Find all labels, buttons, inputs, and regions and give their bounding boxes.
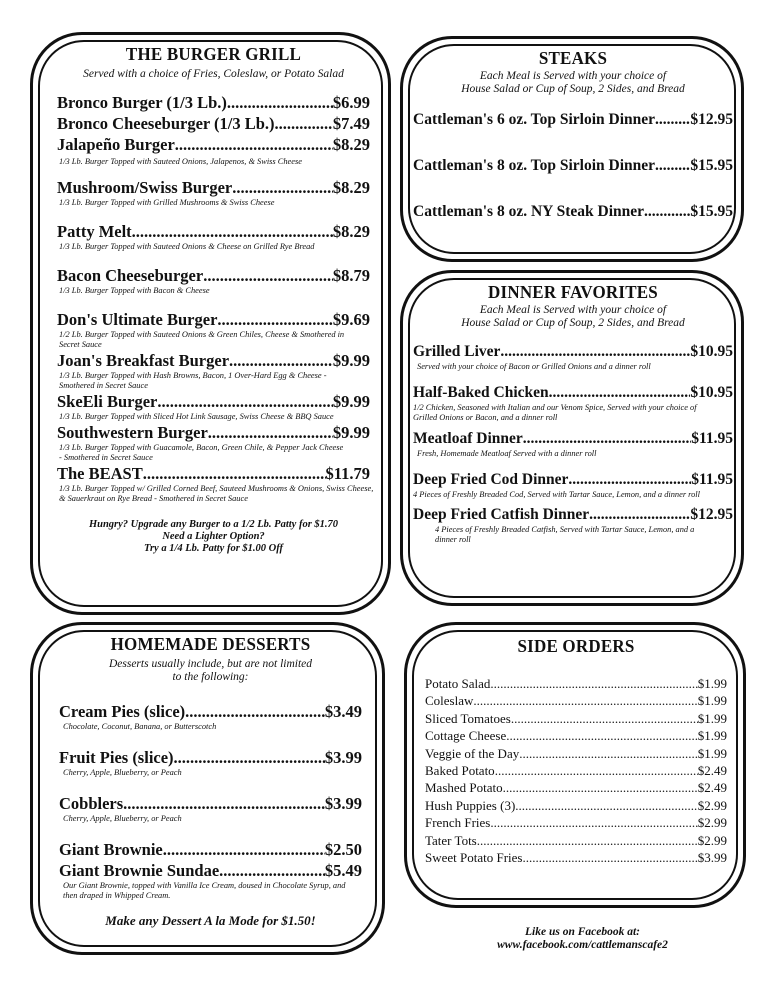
menu-item: Hush Puppies (3) ..... $2.99 [425, 797, 727, 814]
menu-item-description: Fresh, Homemade Meatloaf Served with a dinner roll [417, 449, 597, 458]
menu-item: Patty Melt ..... $8.29 [57, 222, 370, 242]
menu-item: French Fries ..... $2.99 [425, 814, 727, 831]
menu-item-description: 1/2 Lb. Burger Topped with Sauteed Onions & Green Chiles, Cheese & Smothered in Secret Sauce [59, 330, 345, 349]
menu-item-description: 1/3 Lb. Burger Topped with Guacamole, Bacon, Green Chile, & Pepper Jack Cheese - Smothered in Secret Sauce [59, 443, 344, 462]
steaks-subtitle-line-1: Each Meal is Served with your choice of [479, 70, 667, 82]
menu-item: Deep Fried Cod Dinner ..... $11.95 [413, 470, 733, 490]
dinner-favorites-section [400, 270, 744, 606]
facebook-url[interactable]: www.facebook.com/cattlemanscafe2 [497, 939, 668, 951]
desserts-subtitle-line-1: Desserts usually include, but are not limited [108, 658, 313, 670]
menu-item-description: 1/3 Lb. Burger Topped with Sauteed Onions & Cheese on Grilled Rye Bread [59, 242, 315, 251]
quarter-patty-note: Try a 1/4 Lb. Patty for $1.00 Off [143, 543, 284, 554]
menu-item: SkeEli Burger ..... $9.99 [57, 392, 370, 412]
menu-item-description: 1/3 Lb. Burger Topped with Hash Browns, Bacon, 1 Over-Hard Egg & Cheese - Smothered in Secret Sauce [59, 371, 327, 390]
menu-item: Veggie of the Day ..... $1.99 [425, 745, 727, 762]
menu-item: Mashed Potato ..... $2.49 [425, 779, 727, 796]
menu-item: Coleslaw ..... $1.99 [425, 692, 727, 709]
menu-item: Cream Pies (slice) ..... $3.49 [59, 702, 362, 722]
menu-item-description: Served with your choice of Bacon or Grilled Onions and a dinner roll [417, 362, 651, 371]
dinner-favorites-title: DINNER FAVORITES [488, 282, 658, 303]
menu-item-description: 1/3 Lb. Burger Topped with Sauteed Onions, Jalapenos, & Swiss Cheese [59, 157, 302, 166]
steaks-section [400, 36, 744, 262]
menu-item-description: 1/3 Lb. Burger Topped with Grilled Mushrooms & Swiss Cheese [59, 198, 275, 207]
lighter-option-note: Need a Lighter Option? [162, 531, 265, 542]
menu-item: Cattleman's 6 oz. Top Sirloin Dinner ..... $12.95 [413, 110, 733, 130]
a-la-mode-note: Make any Dessert A la Mode for $1.50! [105, 913, 316, 928]
menu-item: Mushroom/Swiss Burger ..... $8.29 [57, 178, 370, 198]
menu-item: Giant Brownie ..... $2.50 [59, 840, 362, 860]
dinner-favorites-subtitle-line-1: Each Meal is Served with your choice of [479, 304, 667, 316]
menu-item: Cattleman's 8 oz. NY Steak Dinner ..... $15.95 [413, 202, 733, 222]
side-orders-title: SIDE ORDERS [517, 636, 635, 657]
burger-grill-subtitle: Served with a choice of Fries, Coleslaw, or Potato Salad [83, 68, 344, 80]
menu-item: Cobblers ..... $3.99 [59, 794, 362, 814]
menu-item: Don's Ultimate Burger ..... $9.69 [57, 310, 370, 330]
menu-item-description: 4 Pieces of Freshly Breaded Cod, Served with Tartar Sauce, Lemon, and a dinner roll [413, 490, 700, 499]
menu-item-description: 1/3 Lb. Burger Topped w/ Grilled Corned Beef, Sauteed Mushrooms & Onions, Swiss Cheese, & Sauerkraut on Rye Bread - Smothered in Secret Sauce [59, 484, 374, 503]
menu-item: Jalapeño Burger ..... $8.29 [57, 135, 370, 155]
menu-item-description: Our Giant Brownie, topped with Vanilla Ice Cream, doused in Chocolate Syrup, and then draped in Whipped Cream. [63, 881, 346, 900]
menu-item: The BEAST ..... $11.79 [57, 464, 370, 484]
menu-item-description: Cherry, Apple, Blueberry, or Peach [63, 768, 182, 777]
menu-item-description: 1/3 Lb. Burger Topped with Sliced Hot Link Sausage, Swiss Cheese & BBQ Sauce [59, 412, 334, 421]
menu-item: Grilled Liver ..... $10.95 [413, 342, 733, 362]
menu-item-description: Cherry, Apple, Blueberry, or Peach [63, 814, 182, 823]
desserts-section [30, 622, 385, 955]
menu-item: Baked Potato ..... $2.49 [425, 762, 727, 779]
desserts-subtitle-line-2: to the following: [172, 671, 249, 683]
menu-item: Sweet Potato Fries ..... $3.99 [425, 849, 727, 866]
side-orders-section [404, 622, 746, 908]
facebook-footer [420, 926, 745, 952]
menu-item-description: 4 Pieces of Freshly Breaded Catfish, Served with Tartar Sauce, Lemon, and a dinner roll [435, 525, 695, 544]
menu-item: Half-Baked Chicken ..... $10.95 [413, 383, 733, 403]
menu-item: Bronco Burger (1/3 Lb.) ..... $6.99 [57, 93, 370, 113]
menu-item: Deep Fried Catfish Dinner ..... $12.95 [413, 505, 733, 525]
menu-item: Fruit Pies (slice) ..... $3.99 [59, 748, 362, 768]
menu-item: Meatloaf Dinner ..... $11.95 [413, 429, 733, 449]
steaks-subtitle-line-2: House Salad or Cup of Soup, 2 Sides, and Bread [461, 83, 685, 95]
menu-item-description: Chocolate, Coconut, Banana, or Butterscotch [63, 722, 217, 731]
menu-item: Cottage Cheese ..... $1.99 [425, 727, 727, 744]
menu-item: Southwestern Burger ..... $9.99 [57, 423, 370, 443]
menu-item: Potato Salad ..... $1.99 [425, 675, 727, 692]
menu-item: Cattleman's 8 oz. Top Sirloin Dinner ..... $15.95 [413, 156, 733, 176]
facebook-label: Like us on Facebook at: [525, 926, 640, 938]
menu-item: Bacon Cheeseburger ..... $8.79 [57, 266, 370, 286]
menu-item: Tater Tots ..... $2.99 [425, 832, 727, 849]
dinner-favorites-subtitle-line-2: House Salad or Cup of Soup, 2 Sides, and Bread [461, 317, 685, 329]
burger-grill-title: THE BURGER GRILL [125, 44, 302, 65]
desserts-title: HOMEMADE DESSERTS [110, 634, 311, 655]
steaks-title: STEAKS [538, 48, 608, 69]
burger-grill-section [30, 32, 391, 615]
menu-item-description: 1/3 Lb. Burger Topped with Bacon & Cheese [59, 286, 210, 295]
menu-item-description: 1/2 Chicken, Seasoned with Italian and our Venom Spice, Served with your choice of Grilled Onions or Bacon, and a dinner roll [413, 403, 697, 422]
menu-item: Joan's Breakfast Burger ..... $9.99 [57, 351, 370, 371]
upgrade-note: Hungry? Upgrade any Burger to a 1/2 Lb. Patty for $1.70 [88, 519, 339, 530]
menu-item: Giant Brownie Sundae ..... $5.49 [59, 861, 362, 881]
menu-item: Sliced Tomatoes ..... $1.99 [425, 710, 727, 727]
menu-item: Bronco Cheeseburger (1/3 Lb.) ..... $7.49 [57, 114, 370, 134]
